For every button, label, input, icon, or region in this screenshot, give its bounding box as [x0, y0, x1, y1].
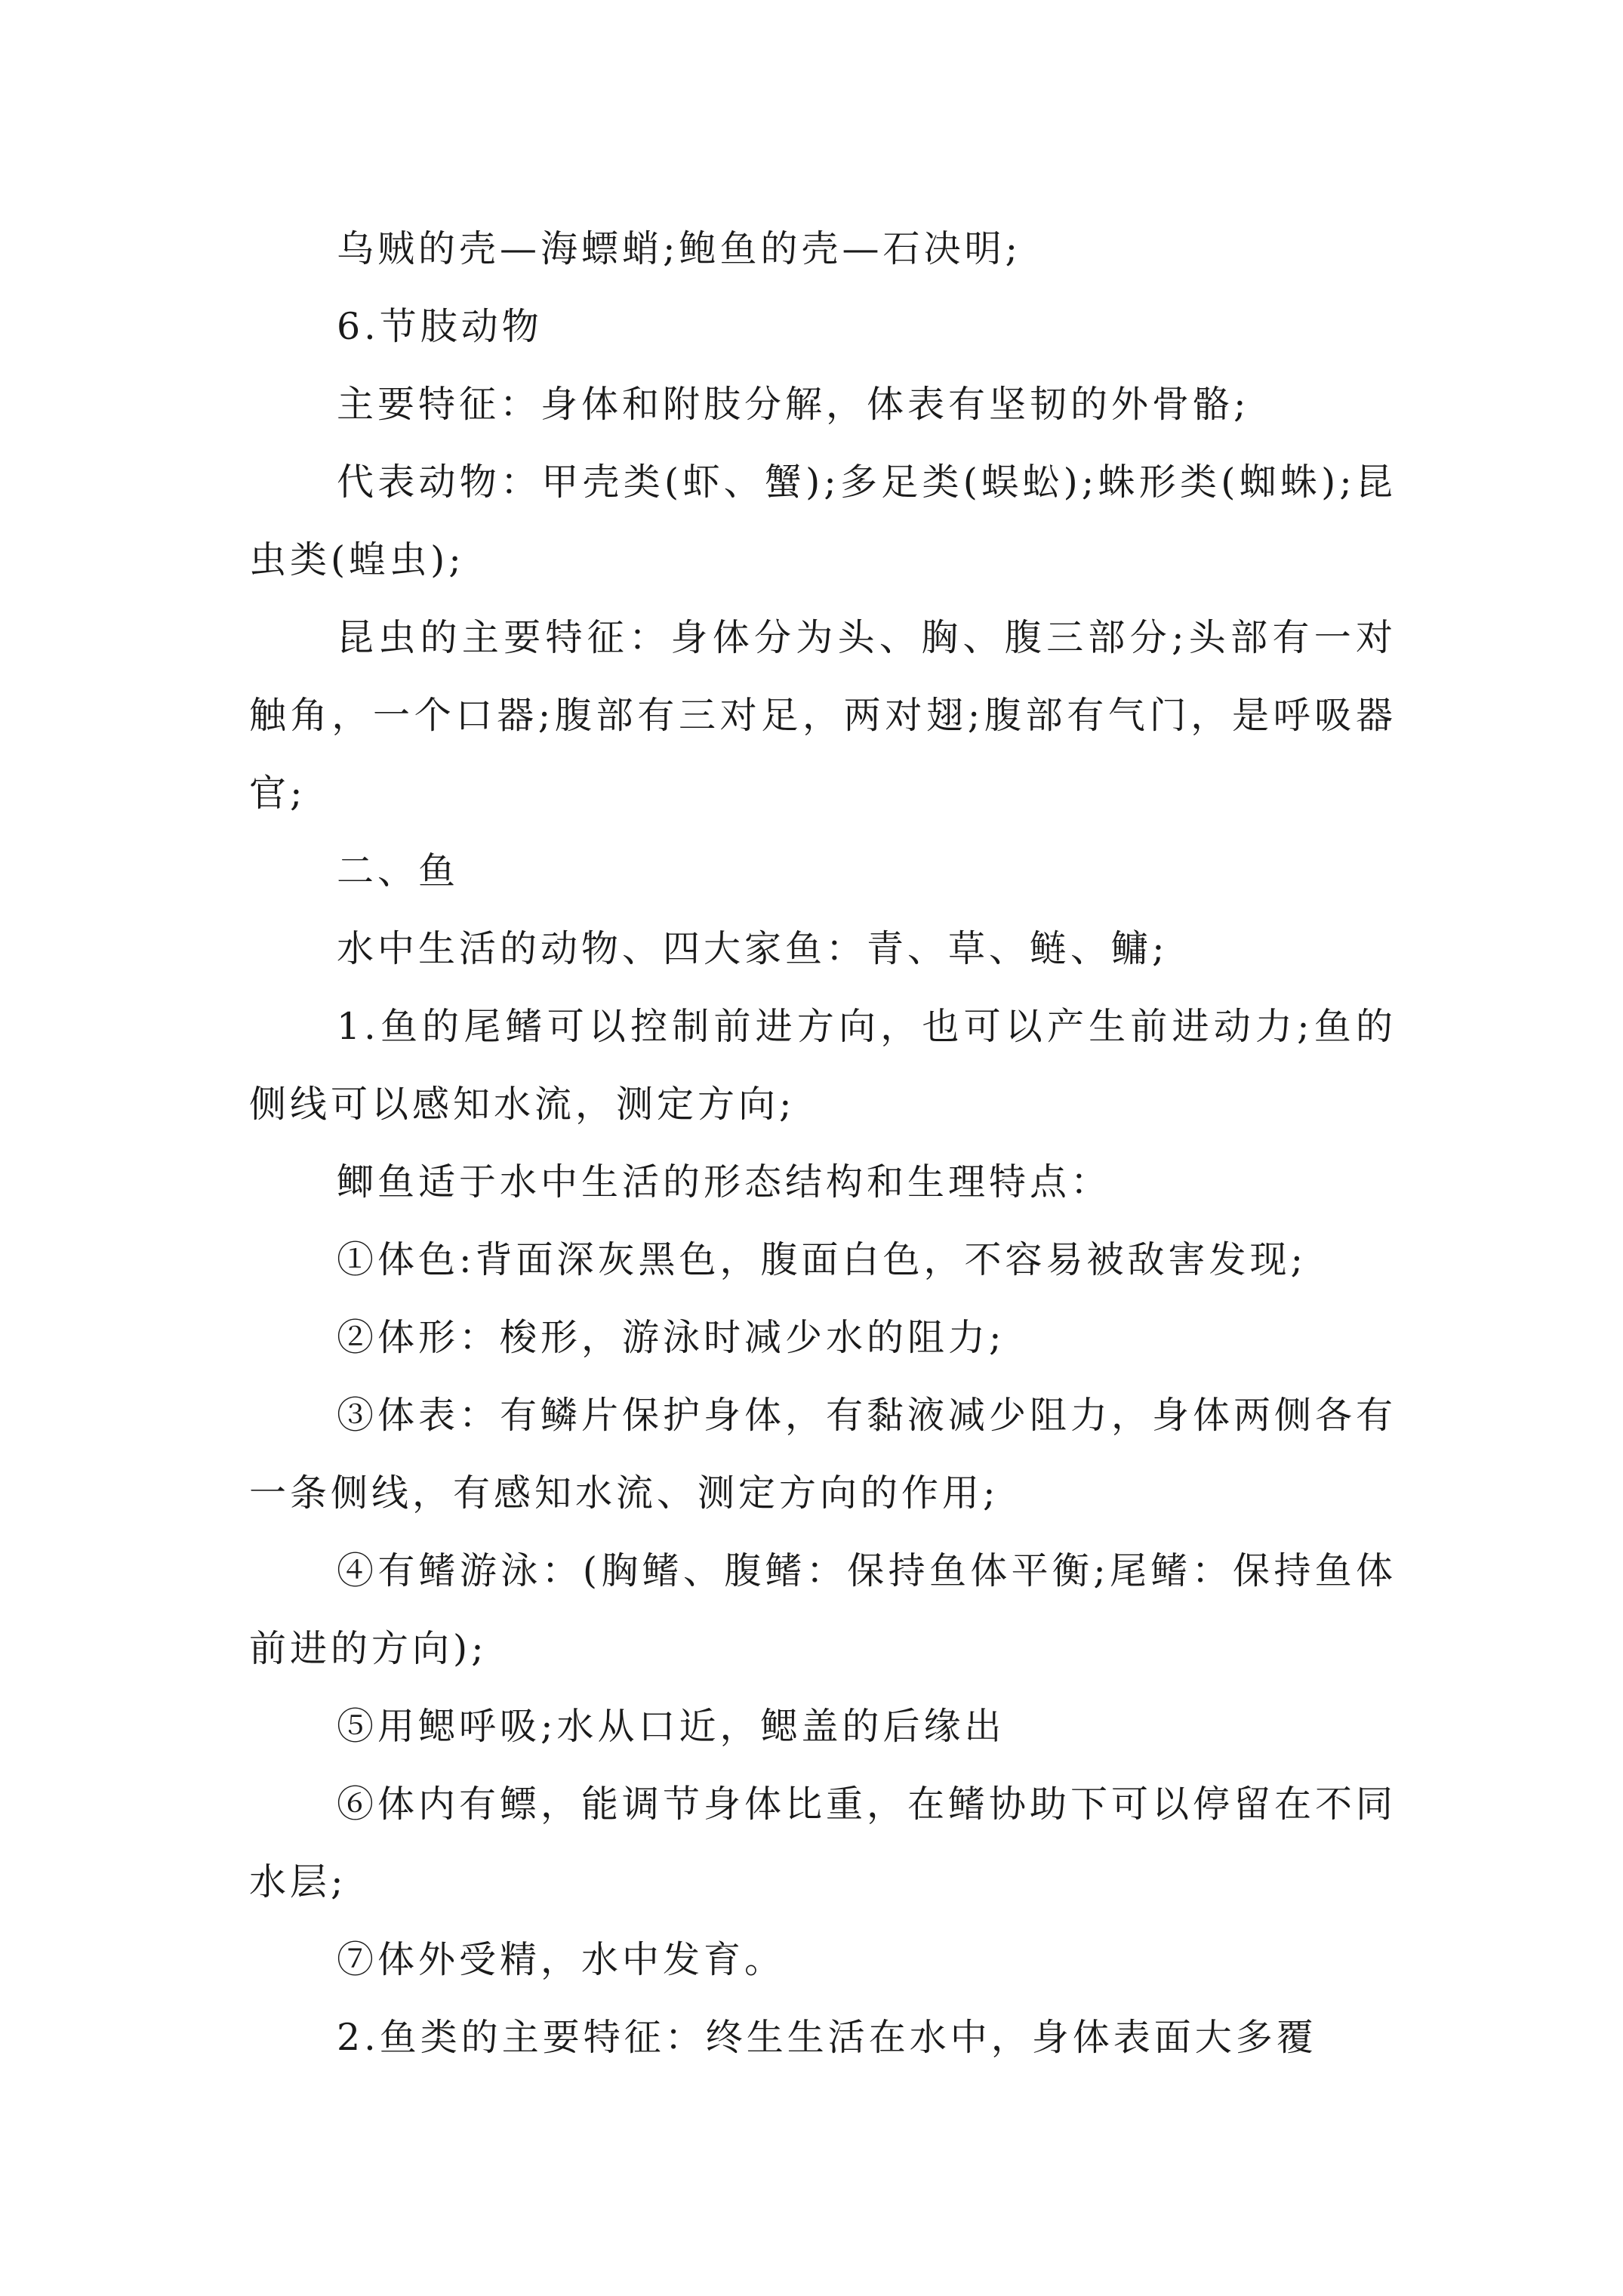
- paragraph-fish-features: 2.鱼类的主要特征：终生生活在水中，身体表面大多覆: [337, 2016, 1317, 2059]
- paragraph-crucian-carp-intro: 鲫鱼适于水中生活的形态结构和生理特点：: [337, 1160, 1112, 1203]
- list-item-body-color: ①体色:背面深灰黑色，腹面白色，不容易被敌害发现;: [337, 1238, 1307, 1281]
- list-item-gills: ⑤用鳃呼吸;水从口近，鳃盖的后缘出: [337, 1705, 1006, 1748]
- list-item-swim-bladder: ⑥体内有鳔，能调节身体比重，在鳍协助下可以停留在不同水层;: [249, 1783, 1397, 1903]
- document-body: [249, 210, 1397, 2076]
- paragraph-fish-fins: 1.鱼的尾鳍可以控制前进方向，也可以产生前进动力;鱼的侧线可以感知水流，测定方向;: [249, 1005, 1397, 1126]
- list-item-body-shape: ②体形：梭形，游泳时减少水的阻力;: [337, 1316, 1006, 1359]
- paragraph-four-carp: 水中生活的动物、四大家鱼：青、草、鲢、鳙;: [337, 927, 1169, 970]
- list-item-fertilization: ⑦体外受精，水中发育。: [337, 1938, 786, 1981]
- paragraph-insect-features: 昆虫的主要特征：身体分为头、胸、腹三部分;头部有一对触角，一个口器;腹部有三对足，两对翅;腹部有气门，是呼吸器官;: [249, 616, 1397, 815]
- paragraph-cuttlefish-shell: 乌贼的壳—海螵蛸;鲍鱼的壳—石决明;: [337, 227, 1022, 270]
- list-item-body-surface: ③体表：有鳞片保护身体，有黏液减少阻力，身体两侧各有一条侧线，有感知水流、测定方向的作用;: [249, 1394, 1397, 1515]
- paragraph-arthropod-features: 主要特征：身体和附肢分解，体表有坚韧的外骨骼;: [337, 383, 1250, 426]
- list-item-fins: ④有鳍游泳：(胸鳍、腹鳍：保持鱼体平衡;尾鳍：保持鱼体前进的方向);: [249, 1549, 1397, 1670]
- heading-fish: 二、鱼: [337, 849, 460, 892]
- paragraph-arthropod-examples: 代表动物：甲壳类(虾、蟹);多足类(蜈蚣);蛛形类(蜘蛛);昆虫类(蝗虫);: [249, 461, 1397, 581]
- heading-arthropods: 6.节肢动物: [337, 305, 543, 348]
